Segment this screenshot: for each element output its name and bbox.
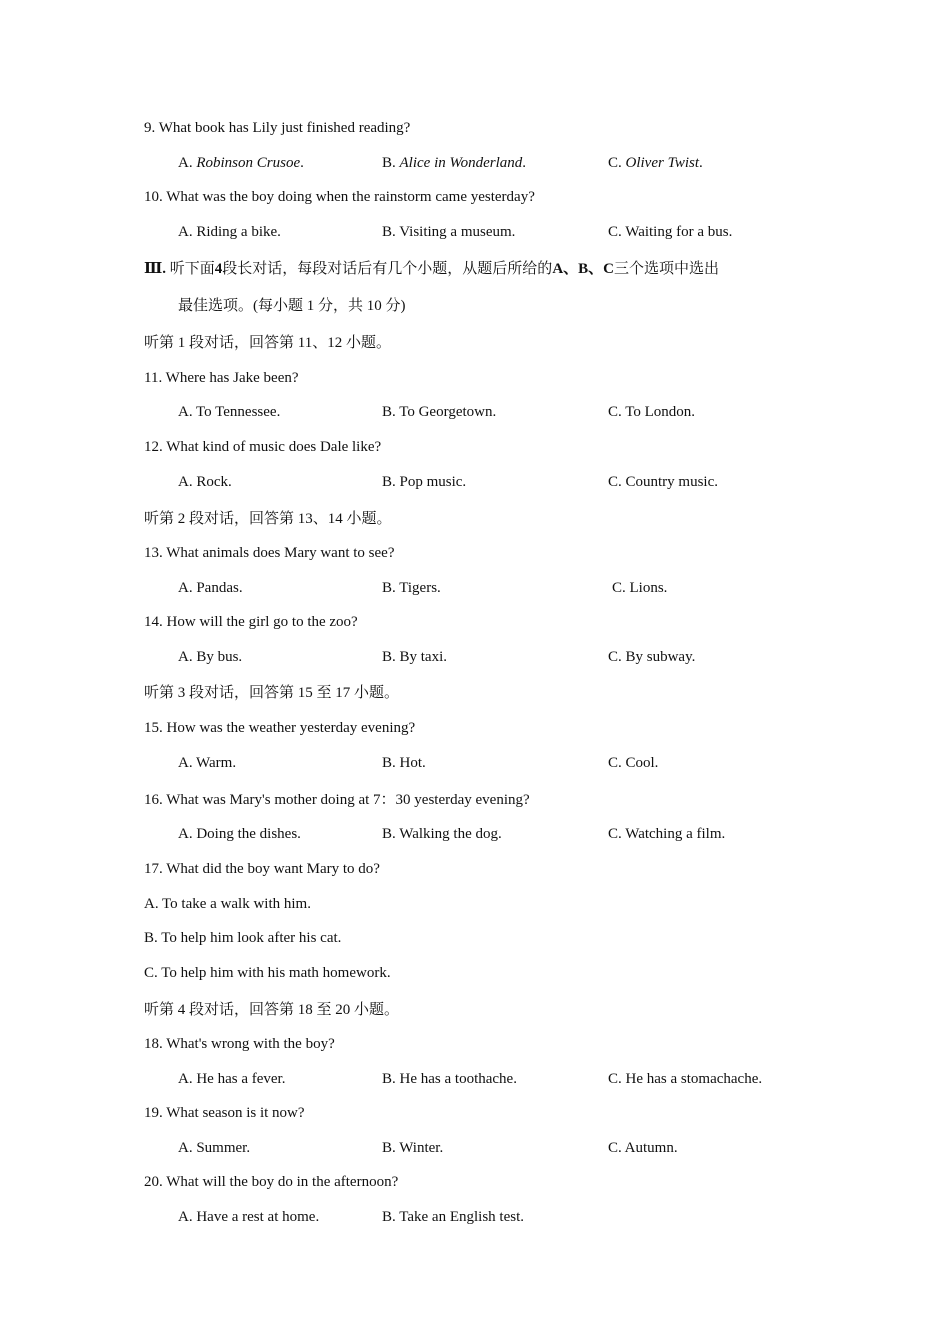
instruction-text: 听下面: [166, 261, 215, 277]
question-16: 16. What was Mary's mother doing at 7：30 yesterday evening?: [144, 792, 530, 808]
question-12: 12. What kind of music does Dale like?: [144, 439, 382, 455]
question-20: 20. What will the boy do in the afternoon?: [144, 1174, 399, 1190]
q15-option-a: A. Warm.: [178, 755, 237, 771]
punctuation: .: [522, 155, 527, 171]
q16-option-b: B. Walking the dog.: [382, 826, 502, 842]
question-14: 14. How will the girl go to the zoo?: [144, 614, 358, 630]
q18-option-b: B. He has a toothache.: [382, 1071, 517, 1087]
book-title: Alice in Wonderland: [399, 155, 523, 171]
q18-option-c: C. He has a stomachache.: [608, 1071, 763, 1087]
question-13: 13. What animals does Mary want to see?: [144, 545, 395, 561]
instruction-text: 段长对话，每段对话后有几个小题，从题后所给的: [222, 261, 553, 277]
q12-option-b: B. Pop music.: [382, 474, 467, 490]
option-letter: A.: [178, 155, 197, 171]
q12-option-c: C. Country music.: [608, 474, 719, 490]
question-18: 18. What's wrong with the boy?: [144, 1036, 335, 1052]
book-title: Oliver Twist: [625, 155, 699, 171]
option-letter: B.: [382, 155, 400, 171]
dialogue-1-heading: 听第 1 段对话，回答第 11、12 小题。: [144, 335, 391, 351]
q13-option-c: C. Lions.: [612, 580, 668, 596]
q14-option-a: A. By bus.: [178, 649, 243, 665]
q20-option-a: A. Have a rest at home.: [178, 1209, 320, 1225]
q16-option-a: A. Doing the dishes.: [178, 826, 301, 842]
q17-option-b: B. To help him look after his cat.: [144, 930, 342, 946]
option-letter: C.: [608, 155, 626, 171]
section-3-instructions-line-2: 最佳选项。(每小题 1 分，共 10 分): [178, 298, 406, 314]
q13-option-a: A. Pandas.: [178, 580, 243, 596]
punctuation: .: [300, 155, 304, 171]
q9-option-a: [178, 153, 304, 173]
q11-option-b: B. To Georgetown.: [382, 404, 497, 420]
q16-option-c: C. Watching a film.: [608, 826, 726, 842]
q19-option-c: C. Autumn.: [608, 1140, 678, 1156]
question-10: 10. What was the boy doing when the rainstorm came yesterday?: [144, 189, 535, 205]
section-number: Ⅲ.: [144, 261, 167, 277]
question-15: 15. How was the weather yesterday evening?: [144, 720, 416, 736]
q17-option-c: C. To help him with his math homework.: [144, 965, 391, 981]
book-title: Robinson Crusoe: [196, 155, 301, 171]
q15-option-b: B. Hot.: [382, 755, 426, 771]
dialogue-2-heading: 听第 2 段对话，回答第 13、14 小题。: [144, 511, 392, 527]
dialogue-4-heading: 听第 4 段对话，回答第 18 至 20 小题。: [144, 1002, 400, 1018]
q15-option-c: C. Cool.: [608, 755, 659, 771]
q9-option-b: [382, 153, 526, 173]
q10-option-a: A. Riding a bike.: [178, 224, 281, 240]
q19-option-a: A. Summer.: [178, 1140, 251, 1156]
dialogue-3-heading: 听第 3 段对话，回答第 15 至 17 小题。: [144, 685, 400, 701]
question-19: 19. What season is it now?: [144, 1105, 305, 1121]
q13-option-b: B. Tigers.: [382, 580, 441, 596]
instruction-options: A、B、C: [552, 261, 614, 277]
q20-option-b: B. Take an English test.: [382, 1209, 524, 1225]
q19-option-b: B. Winter.: [382, 1140, 444, 1156]
q9-option-c: [608, 153, 703, 173]
q10-option-b: B. Visiting a museum.: [382, 224, 516, 240]
q10-option-c: C. Waiting for a bus.: [608, 224, 733, 240]
q12-option-a: A. Rock.: [178, 474, 232, 490]
instruction-text: 三个选项中选出: [613, 261, 719, 277]
q18-option-a: A. He has a fever.: [178, 1071, 286, 1087]
question-11: 11. Where has Jake been?: [144, 370, 299, 386]
q11-option-c: C. To London.: [608, 404, 696, 420]
punctuation: .: [699, 155, 703, 171]
q17-option-a: A. To take a walk with him.: [144, 896, 311, 912]
question-17: 17. What did the boy want Mary to do?: [144, 861, 380, 877]
section-3-instructions: [144, 259, 719, 279]
q14-option-c: C. By subway.: [608, 649, 696, 665]
q11-option-a: A. To Tennessee.: [178, 404, 281, 420]
q14-option-b: B. By taxi.: [382, 649, 448, 665]
question-9: 9. What book has Lily just finished reading?: [144, 120, 411, 136]
instruction-number: 4: [214, 261, 223, 277]
